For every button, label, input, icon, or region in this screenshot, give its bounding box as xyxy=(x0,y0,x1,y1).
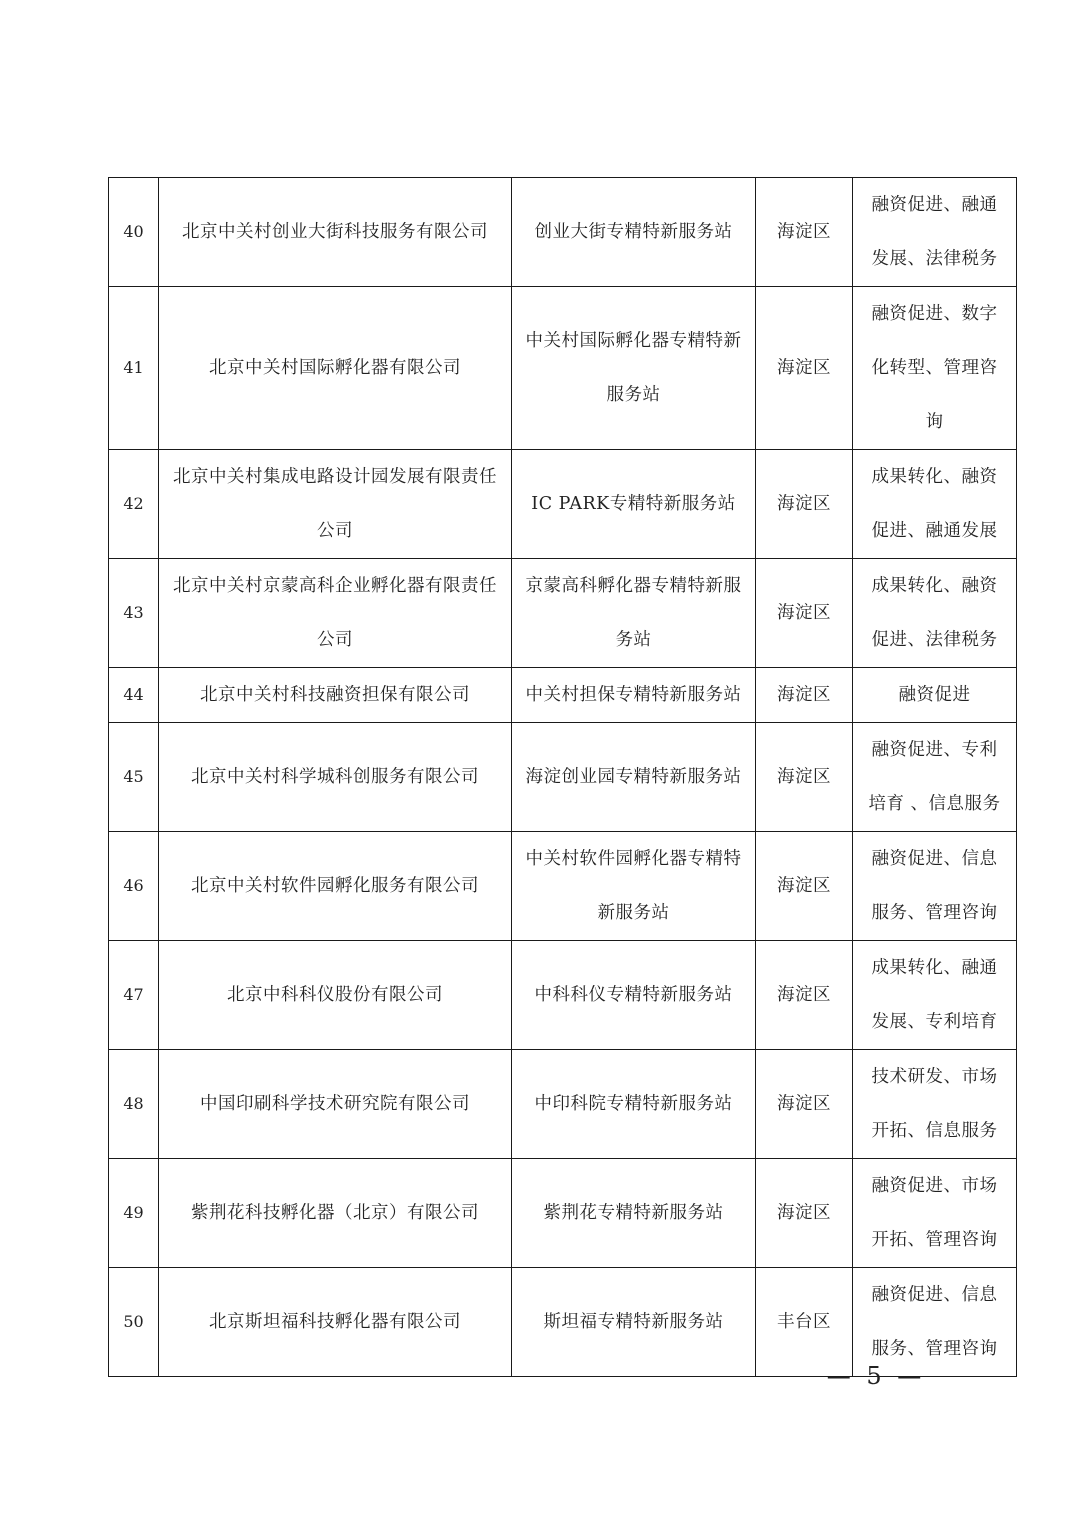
district: 海淀区 xyxy=(756,941,853,1050)
district: 丰台区 xyxy=(756,1268,853,1377)
row-number: 44 xyxy=(109,668,159,723)
row-number: 46 xyxy=(109,832,159,941)
station-name: 斯坦福专精特新服务站 xyxy=(512,1268,756,1377)
row-number: 41 xyxy=(109,287,159,450)
table-row xyxy=(109,668,1017,723)
table-row xyxy=(109,178,1017,287)
district: 海淀区 xyxy=(756,1050,853,1159)
service-areas: 融资促进、信息服务、管理咨询 xyxy=(853,1268,1017,1377)
row-number: 43 xyxy=(109,559,159,668)
company-name: 中国印刷科学技术研究院有限公司 xyxy=(159,1050,512,1159)
table-row xyxy=(109,1159,1017,1268)
service-areas: 融资促进 xyxy=(853,668,1017,723)
company-name: 紫荆花科技孵化器（北京）有限公司 xyxy=(159,1159,512,1268)
service-areas: 融资促进、专利培育 、信息服务 xyxy=(853,723,1017,832)
row-number: 47 xyxy=(109,941,159,1050)
service-areas: 融资促进、数字化转型、管理咨询 xyxy=(853,287,1017,450)
station-name: 紫荆花专精特新服务站 xyxy=(512,1159,756,1268)
table-row xyxy=(109,1268,1017,1377)
district: 海淀区 xyxy=(756,1159,853,1268)
district: 海淀区 xyxy=(756,178,853,287)
row-number: 40 xyxy=(109,178,159,287)
table-row xyxy=(109,559,1017,668)
table-row xyxy=(109,723,1017,832)
service-station-table xyxy=(108,177,1017,1377)
service-areas: 成果转化、融通发展、专利培育 xyxy=(853,941,1017,1050)
service-areas: 成果转化、融资促进、融通发展 xyxy=(853,450,1017,559)
company-name: 北京中关村国际孵化器有限公司 xyxy=(159,287,512,450)
station-name: 京蒙高科孵化器专精特新服务站 xyxy=(512,559,756,668)
station-name: 海淀创业园专精特新服务站 xyxy=(512,723,756,832)
station-name: 中关村国际孵化器专精特新服务站 xyxy=(512,287,756,450)
district: 海淀区 xyxy=(756,832,853,941)
company-name: 北京中关村科学城科创服务有限公司 xyxy=(159,723,512,832)
station-name: 中关村担保专精特新服务站 xyxy=(512,668,756,723)
service-areas: 成果转化、融资促进、法律税务 xyxy=(853,559,1017,668)
station-name: 中关村软件园孵化器专精特新服务站 xyxy=(512,832,756,941)
district: 海淀区 xyxy=(756,723,853,832)
company-name: 北京中科科仪股份有限公司 xyxy=(159,941,512,1050)
service-areas: 融资促进、信息服务、管理咨询 xyxy=(853,832,1017,941)
table-row xyxy=(109,287,1017,450)
district: 海淀区 xyxy=(756,287,853,450)
row-number: 49 xyxy=(109,1159,159,1268)
company-name: 北京斯坦福科技孵化器有限公司 xyxy=(159,1268,512,1377)
station-name: 中印科院专精特新服务站 xyxy=(512,1050,756,1159)
company-name: 北京中关村创业大街科技服务有限公司 xyxy=(159,178,512,287)
district: 海淀区 xyxy=(756,450,853,559)
row-number: 42 xyxy=(109,450,159,559)
company-name: 北京中关村软件园孵化服务有限公司 xyxy=(159,832,512,941)
row-number: 50 xyxy=(109,1268,159,1377)
district: 海淀区 xyxy=(756,559,853,668)
service-areas: 融资促进、融通发展、法律税务 xyxy=(853,178,1017,287)
company-name: 北京中关村科技融资担保有限公司 xyxy=(159,668,512,723)
station-name: IC PARK专精特新服务站 xyxy=(512,450,756,559)
table-row xyxy=(109,832,1017,941)
page-number: — 5 — xyxy=(826,1362,926,1390)
table-row xyxy=(109,450,1017,559)
row-number: 45 xyxy=(109,723,159,832)
district: 海淀区 xyxy=(756,668,853,723)
table-row xyxy=(109,941,1017,1050)
service-areas: 融资促进、市场开拓、管理咨询 xyxy=(853,1159,1017,1268)
station-name: 创业大街专精特新服务站 xyxy=(512,178,756,287)
table-row xyxy=(109,1050,1017,1159)
service-areas: 技术研发、市场开拓、信息服务 xyxy=(853,1050,1017,1159)
row-number: 48 xyxy=(109,1050,159,1159)
station-name: 中科科仪专精特新服务站 xyxy=(512,941,756,1050)
company-name: 北京中关村集成电路设计园发展有限责任公司 xyxy=(159,450,512,559)
company-name: 北京中关村京蒙高科企业孵化器有限责任公司 xyxy=(159,559,512,668)
